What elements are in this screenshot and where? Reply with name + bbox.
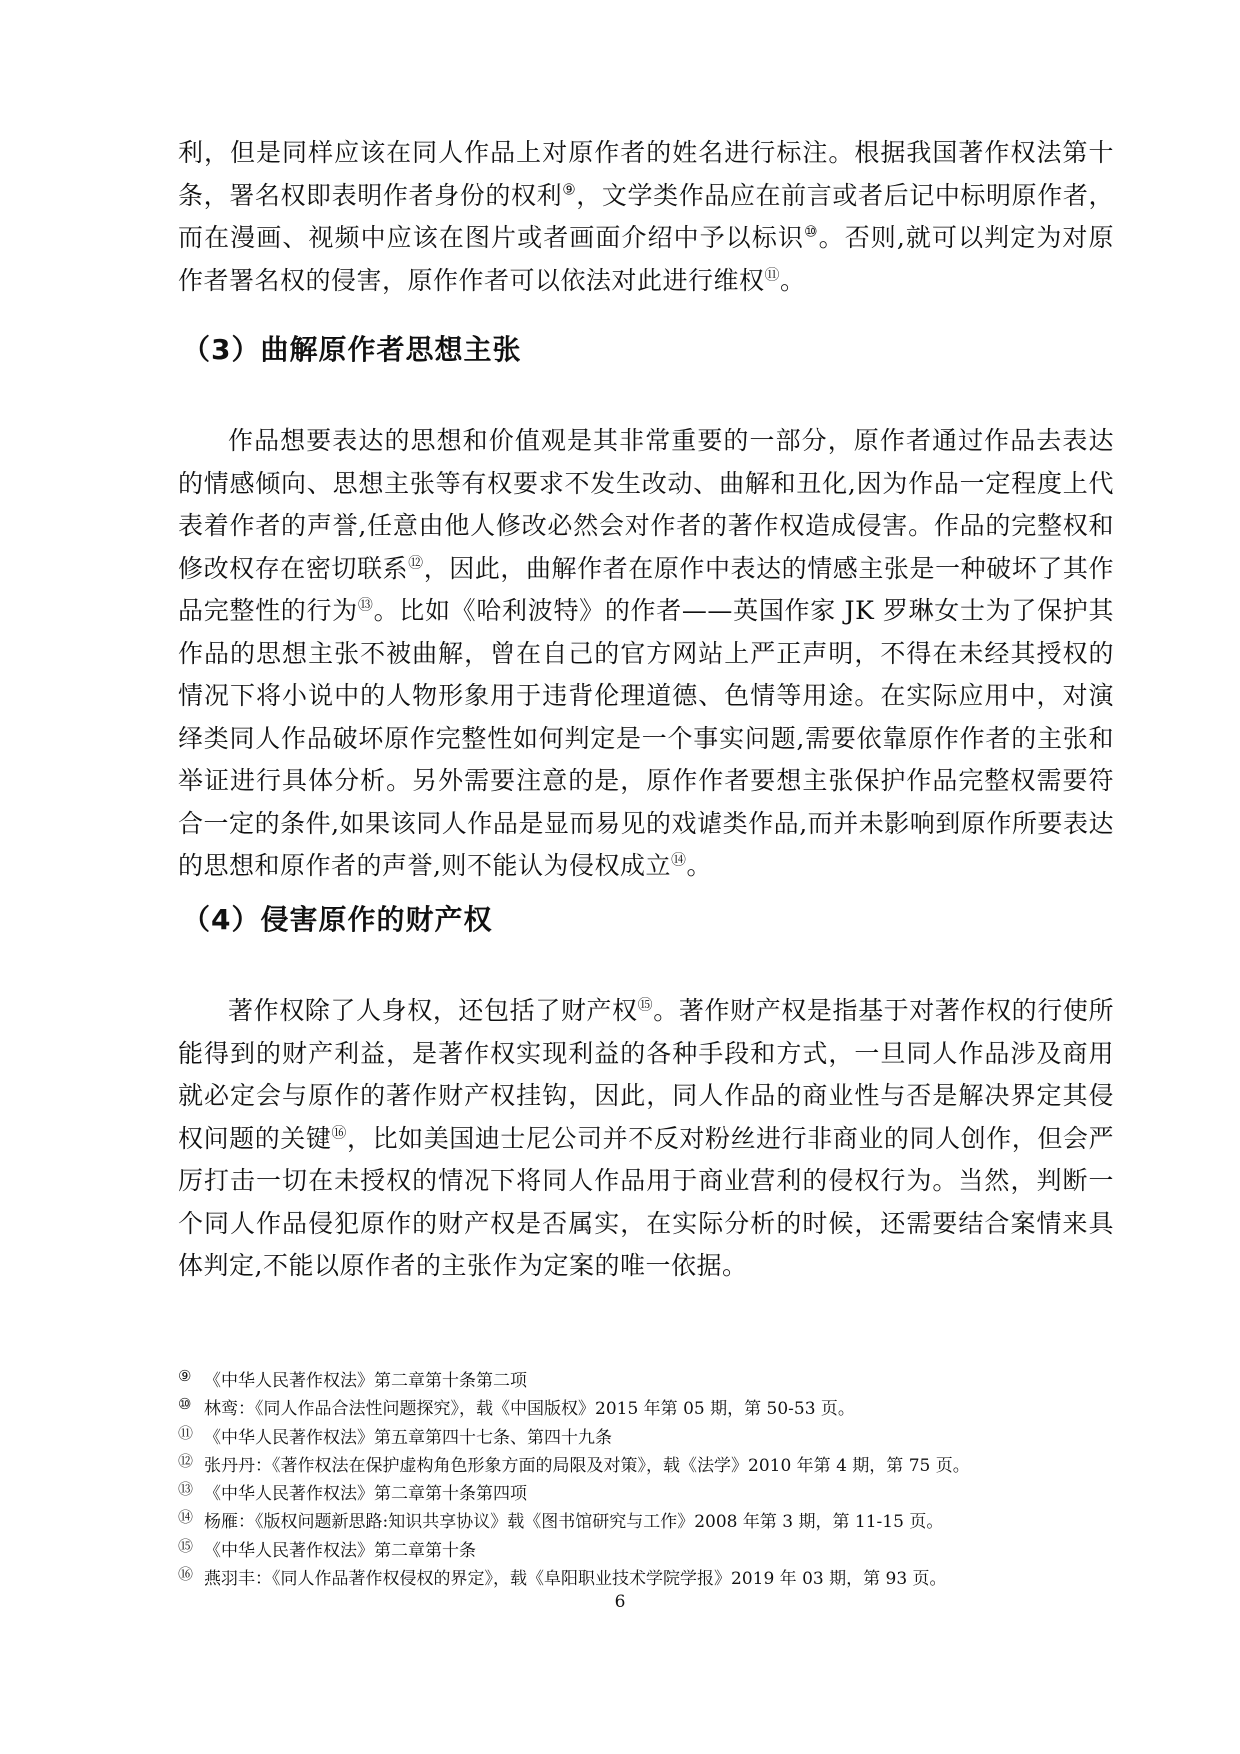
footnote-ref-16[interactable]: ⑯ <box>331 1123 347 1142</box>
footnote-item <box>178 1395 1114 1423</box>
footnote-mark: ⑭ <box>178 1508 194 1527</box>
footnote-text: 林鸾：《同人作品合法性问题探究》，载《中国版权》2015 年第 05 期，第 50-53 页。 <box>204 1399 855 1420</box>
footnote-item <box>178 1452 1114 1480</box>
footnote-ref-12[interactable]: ⑫ <box>408 553 424 572</box>
footnote-ref-15[interactable]: ⑮ <box>637 995 654 1014</box>
paragraph-distortion: 作品想要表达的思想和价值观是其非常重要的一部分，原作者通过作品去表达的情感倾向、思想主张等有权要求不发生改动、曲解和丑化,因为作品一定程度上代表着作者的声誉,任意由他人修改必然会对作者的著作权造成侵害。作品的完整权和修改权存在密切联系⑫，因此，曲解作者在原作中表达的情感主张是一种破坏了其作品完整性的行为⑬。比如《哈利波特》的作者——英国作家 JK 罗琳女士为了保护其作品的思想主张不被曲解，曾在自己的官方网站上严正声明，不得在未经其授权的情况下将小说中的人物形象用于违背伦理道德、色情等用途。在实际应用中，对演绎类同人作品破坏原作完整性如何判定是一个事实问题,需要依靠原作作者的主张和举证进行具体分析。另外需要注意的是，原作作者要想主张保护作品完整权需要符合一定的条件,如果该同人作品是显而易见的戏谑类作品,而并未影响到原作所要表达的思想和原作者的声誉,则不能认为侵权成立⑭。 <box>178 426 1114 880</box>
footnote-item <box>178 1537 1114 1565</box>
footnotes <box>178 1367 1114 1593</box>
footnote-item <box>178 1424 1114 1452</box>
footnote-ref-9[interactable]: ⑨ <box>562 180 577 199</box>
footnote-ref-10[interactable]: ⑩ <box>804 222 819 241</box>
footnote-mark: ⑩ <box>178 1395 192 1414</box>
footnote-text: 《中华人民著作权法》第二章第十条第二项 <box>204 1371 527 1391</box>
footnote-ref-13[interactable]: ⑬ <box>357 595 374 614</box>
paragraph-property-right: 著作权除了人身权，还包括了财产权⑮。著作财产权是指基于对著作权的行使所能得到的财产利益，是著作权实现利益的各种手段和方式，一旦同人作品涉及商用就必定会与原作的著作财产权挂钩，因此，同人作品的商业性与否是解决界定其侵权问题的关键⑯，比如美国迪士尼公司并不反对粉丝进行非商业的同人创作，但会严厉打击一切在未授权的情况下将同人作品用于商业营利的侵权行为。当然，判断一个同人作品侵犯原作的财产权是否属实，在实际分析的时候，还需要结合案情来具体判定,不能以原作者的主张作为定案的唯一依据。 <box>178 995 1114 1280</box>
footnote-item <box>178 1508 1114 1536</box>
paragraph-attribution-right: 利，但是同样应该在同人作品上对原作者的姓名进行标注。根据我国著作权法第十条，署名权即表明作者身份的权利⑨，文学类作品应在前言或者后记中标明原作者，而在漫画、视频中应该在图片或者画面介绍中予以标识⑩。否则,就可以判定为对原作者署名权的侵害，原作作者可以依法对此进行维权⑪。 <box>178 138 1114 295</box>
footnote-item <box>178 1480 1114 1508</box>
footnote-item <box>178 1367 1114 1395</box>
footnote-ref-14[interactable]: ⑭ <box>670 850 687 869</box>
footnote-mark: ⑫ <box>178 1451 194 1470</box>
footnote-text: 杨雁：《版权问题新思路:知识共享协议》载《图书馆研究与工作》2008 年第 3 期，第 11-15 页。 <box>204 1512 944 1533</box>
footnote-mark: ⑯ <box>178 1565 194 1584</box>
section-heading-4: （4）侵害原作的财产权 <box>182 903 493 936</box>
footnote-mark: ⑬ <box>178 1480 194 1499</box>
footnote-item <box>178 1565 1114 1593</box>
footnote-ref-11[interactable]: ⑪ <box>764 265 781 284</box>
footnote-mark: ⑪ <box>178 1423 194 1442</box>
footnote-text: 张丹丹：《著作权法在保护虚构角色形象方面的局限及对策》，载《法学》2010 年第 4 期，第 75 页。 <box>204 1455 970 1476</box>
footnote-text: 燕羽丰：《同人作品著作权侵权的界定》，载《阜阳职业技术学院学报》2019 年 03 期，第 93 页。 <box>204 1569 947 1590</box>
footnote-text: 《中华人民著作权法》第二章第十条第四项 <box>204 1484 527 1505</box>
page-number: 6 <box>614 1592 626 1612</box>
footnote-mark: ⑨ <box>178 1367 192 1385</box>
section-heading-3: （3）曲解原作者思想主张 <box>182 333 522 366</box>
footnote-mark: ⑮ <box>178 1536 194 1555</box>
footnote-text: 《中华人民著作权法》第五章第四十七条、第四十九条 <box>204 1427 612 1448</box>
footnote-text: 《中华人民著作权法》第二章第十条 <box>204 1540 476 1561</box>
